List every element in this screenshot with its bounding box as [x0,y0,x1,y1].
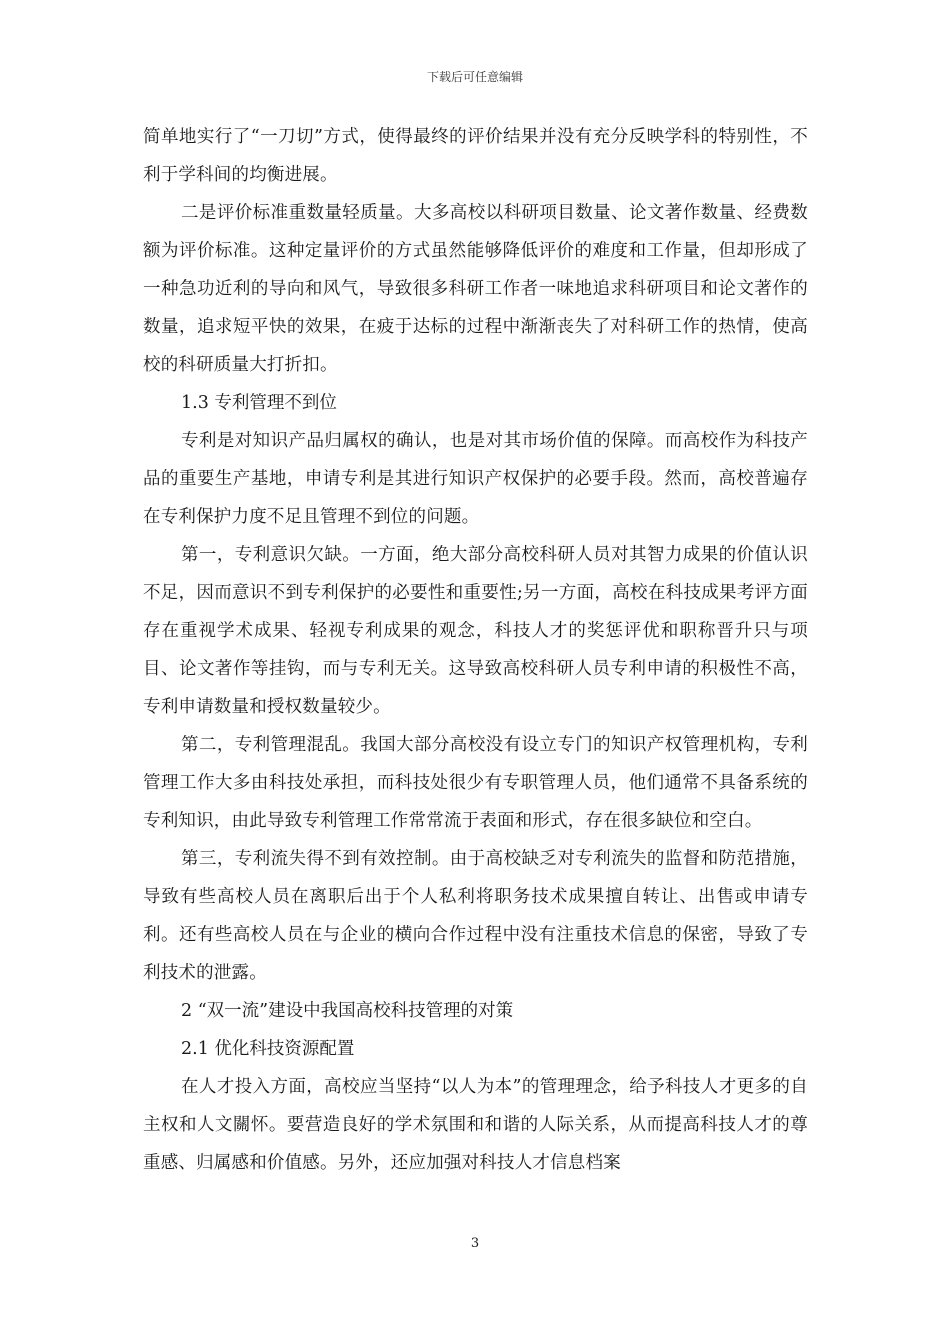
paragraph-talent-investment: 在人才投入方面，高校应当坚持“以人为本”的管理理念，给予科技人才更多的自主权和人文關怀。要营造良好的学术氛围和和谐的人际关系，从而提高科技人才的尊重感、归属感和价值感。另外，还应加强对科技人才信息档案 [143,1077,808,1173]
paragraph-continuation: 简单地实行了“一刀切”方式，使得最终的评价结果并没有充分反映学科的特别性，不利于学科间的均衡进展。 [143,127,808,185]
paragraph-patent-intro: 专利是对知识产品归属权的确认，也是对其市场价值的保障。而高校作为科技产品的重要生产基地，申请专利是其进行知识产权保护的必要手段。然而，高校普遍存在专利保护力度不足且管理不到位的问题。 [143,431,808,527]
paragraph-patent-loss: 第三，专利流失得不到有效控制。由于高校缺乏对专利流失的监督和防范措施，导致有些高校人员在离职后出于个人私利将职务技术成果擅自转让、出售或申请专利。还有些高校人员在与企业的横向合作过程中没有注重技术信息的保密，导致了专利技术的泄露。 [143,849,808,983]
paragraph-patent-awareness: 第一，专利意识欠缺。一方面，绝大部分高校科研人员对其智力成果的价值认识不足，因而意识不到专利保护的必要性和重要性;另一方面，高校在科技成果考评方面存在重视学术成果、轻视专利成果的观念，科技人才的奖惩评优和职称晋升只与项目、论文著作等挂钩，而与专利无关。这导致高校科研人员专利申请的积极性不高，专利申请数量和授权数量较少。 [143,545,808,717]
paragraph-evaluation-standard: 二是评价标准重数量轻质量。大多高校以科研项目数量、论文著作数量、经费数额为评价标准。这种定量评价的方式虽然能够降低评价的难度和工作量，但却形成了一种急功近利的导向和风气，导致很多科研工作者一味地追求科研项目和论文著作的数量，追求短平快的效果，在疲于达标的过程中渐渐丧失了对科研工作的热情，使高校的科研质量大打折扣。 [143,203,808,375]
section-heading-2: 2 “双一流”建设中我国高校科技管理的对策 [181,1001,514,1021]
paragraph-patent-management: 第二，专利管理混乱。我国大部分高校没有设立专门的知识产权管理机构，专利管理工作大多由科技处承担，而科技处很少有专职管理人员，他们通常不具备系统的专利知识，由此导致专利管理工作常常流于表面和形式，存在很多缺位和空白。 [143,735,808,831]
page-header: 下载后可任意编辑 [426,70,523,84]
document-body [143,118,808,1182]
section-heading-2-1: 2.1 优化科技资源配置 [181,1039,355,1059]
section-heading-1-3: 1.3 专利管理不到位 [181,393,337,413]
page-number: 3 [470,1236,480,1251]
